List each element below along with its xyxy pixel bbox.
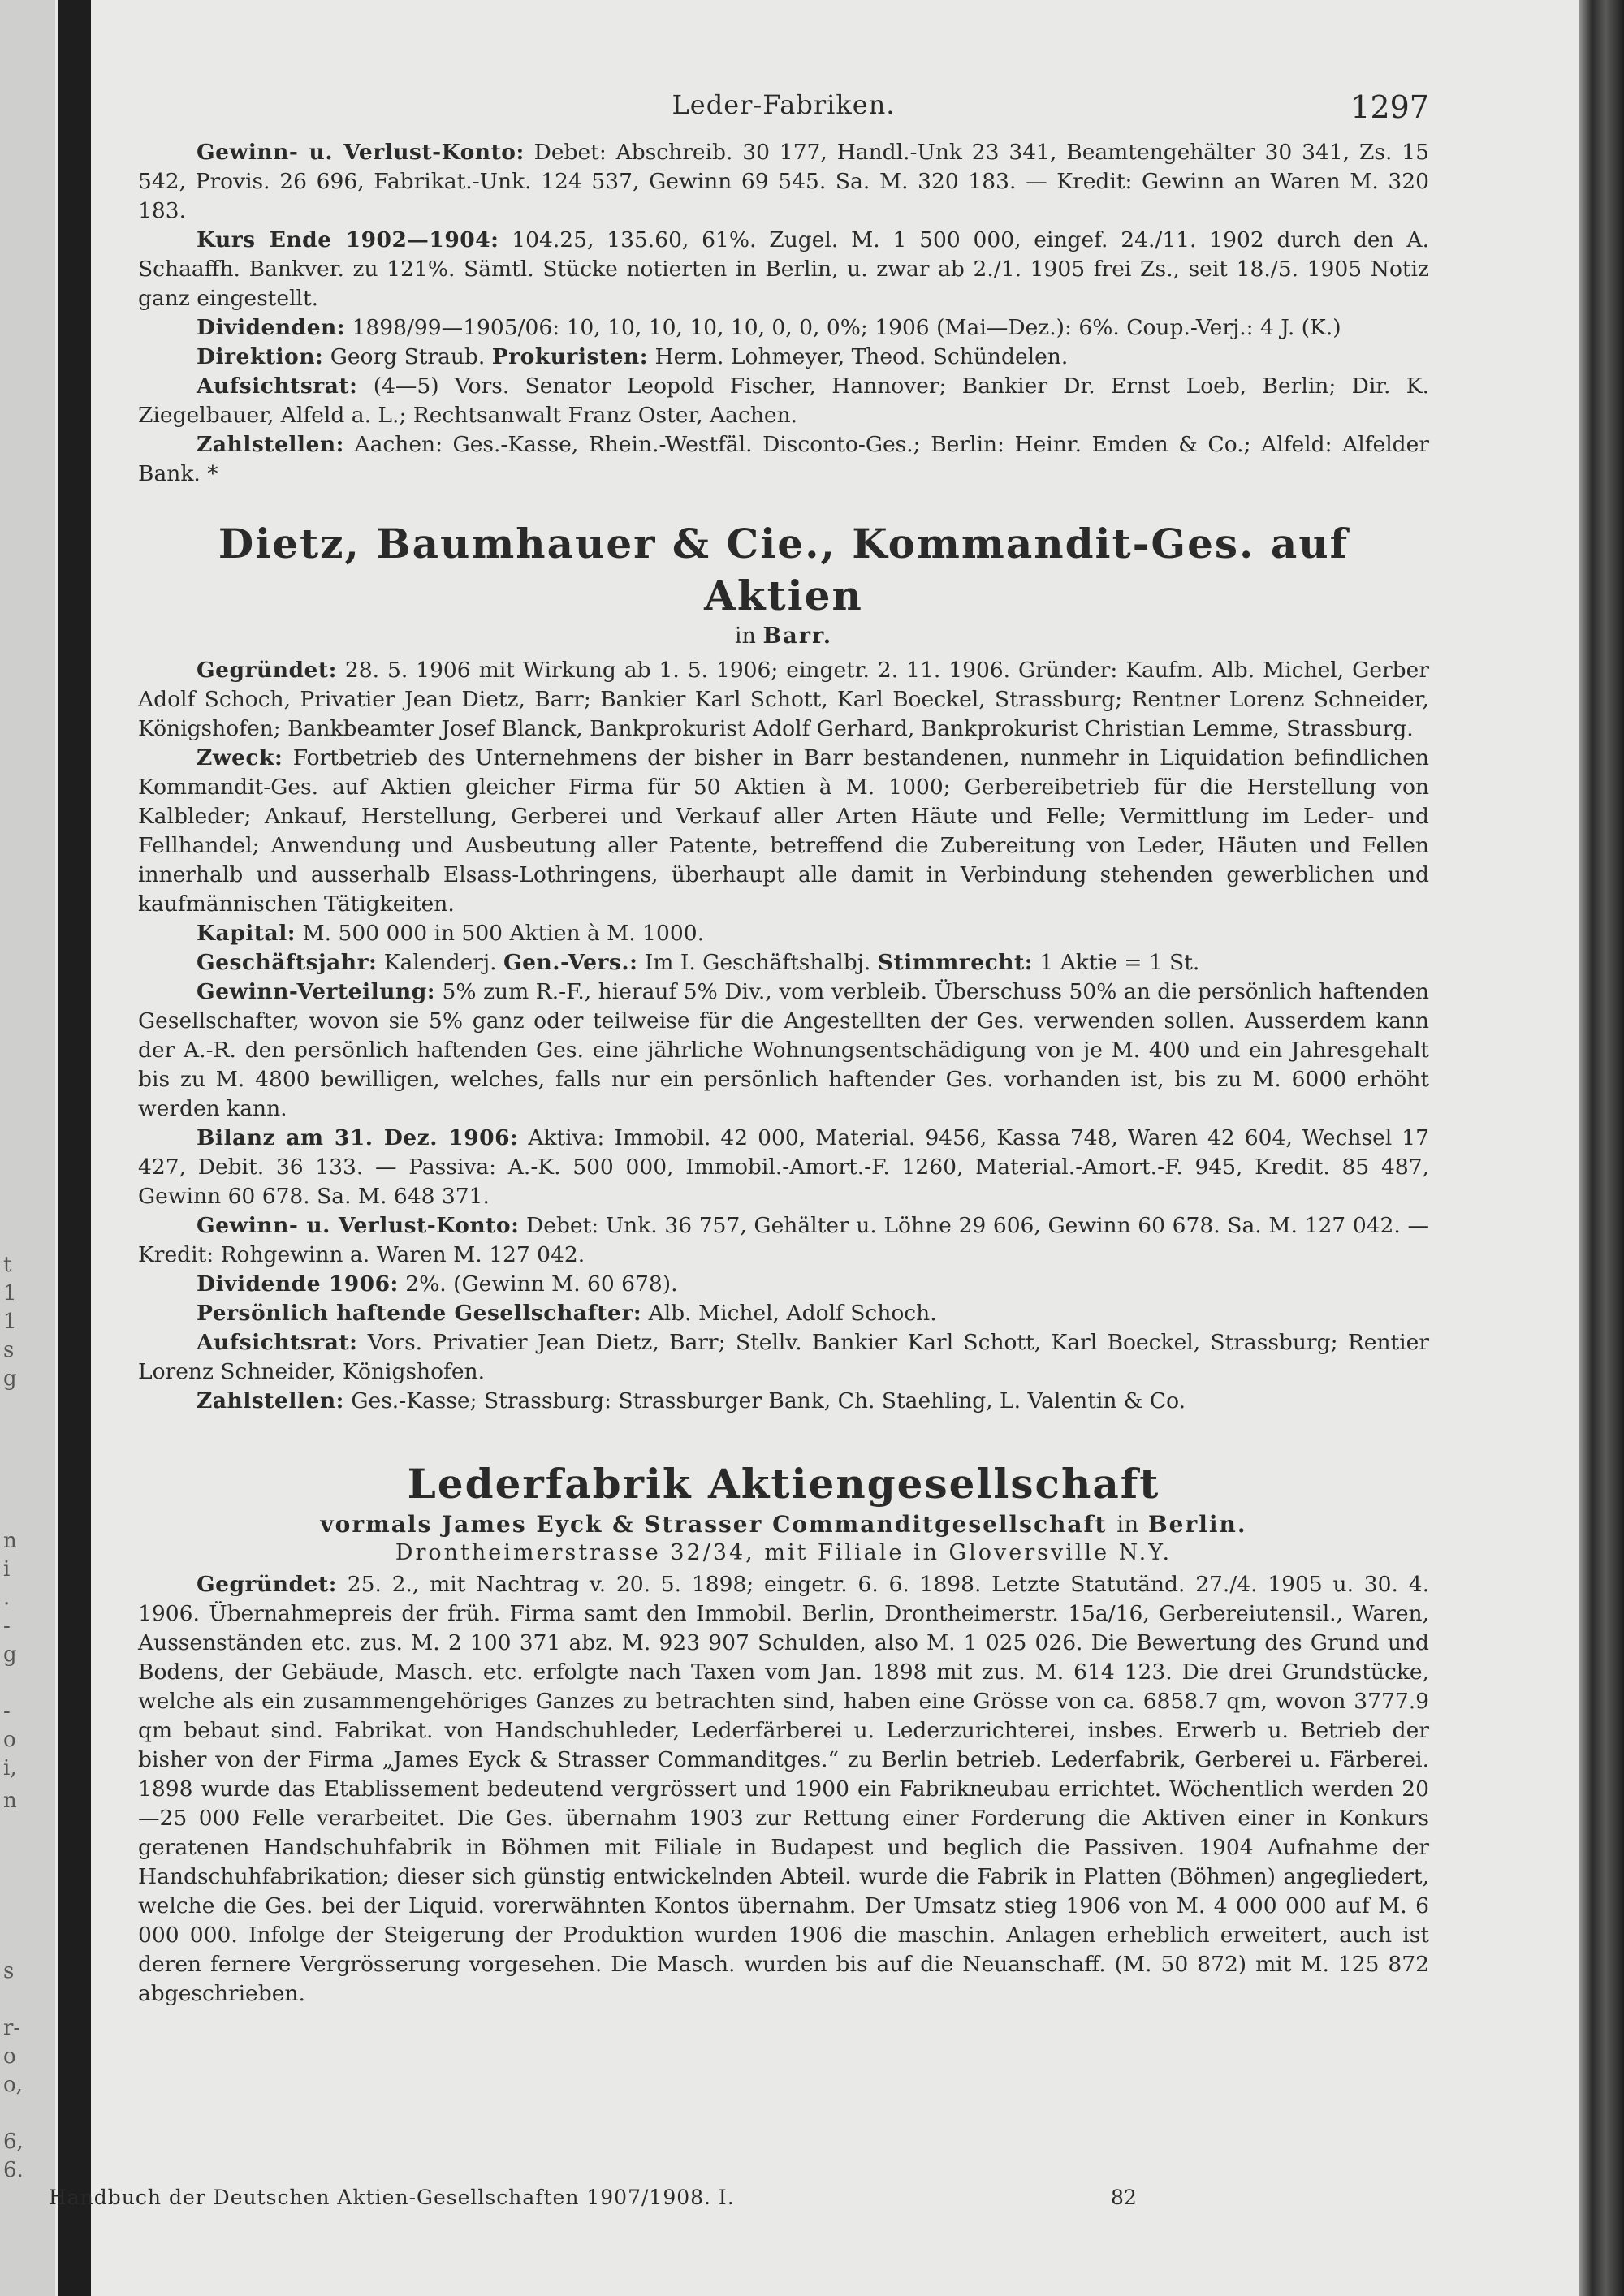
margin-fragment: o xyxy=(3,2044,16,2069)
margin-fragment: 1 xyxy=(3,1310,17,1334)
paragraph-label: Stimmrecht: xyxy=(877,950,1034,975)
footer-title: Handbuch der Deutschen Aktien-Gesellschaften 1907/1908. I. xyxy=(49,2186,735,2209)
paragraph xyxy=(138,948,1429,978)
paragraph xyxy=(138,313,1429,343)
section-body xyxy=(138,1570,1429,2009)
page-number: 1297 xyxy=(1350,89,1429,125)
margin-fragment: n xyxy=(3,1529,17,1553)
paragraph xyxy=(138,1328,1429,1387)
paragraph-label: Direktion: xyxy=(197,344,324,369)
right-page-edge xyxy=(1579,0,1624,2296)
margin-fragment: i xyxy=(3,1557,11,1582)
paragraph-label: Gewinn- u. Verlust-Konto: xyxy=(197,140,525,165)
margin-fragment: t xyxy=(3,1253,12,1277)
margin-fragment: 6. xyxy=(3,2158,24,2182)
paragraph xyxy=(138,1299,1429,1328)
running-head xyxy=(138,89,1429,138)
paragraph-text: Ges.-Kasse; Strassburg: Strassburger Bank, Ch. Staehling, L. Valentin & Co. xyxy=(351,1388,1186,1413)
paragraph-label: Zweck: xyxy=(197,745,283,770)
paragraph-text: Debet: Abschreib. 30 177, Handl.-Unk 23 341, Beamtengehälter 30 341, Zs. 15 542, Provis. 26 696, Fabrikat.-Unk. 124 537, Gewinn 69 545. Sa. M. 320 183. — Kredit: Gewinn an Waren M. 320 183. xyxy=(138,140,1429,223)
margin-fragment: o, xyxy=(3,2073,23,2097)
location-place: Barr. xyxy=(762,624,833,649)
section-dietz-baumhauer xyxy=(138,518,1429,1416)
paragraph-label: Dividenden: xyxy=(197,315,346,340)
paragraph xyxy=(138,138,1429,226)
margin-fragment: 6, xyxy=(3,2130,24,2154)
entry-continuation xyxy=(138,138,1429,489)
paragraph-text: 5% zum R.-F., hierauf 5% Div., vom verbleib. Überschuss 50% an die persönlich haftenden Gesellschafter, wovon sie 5% ganz oder teilweise für die Angestellten der Ges. verwenden sollen. Ausserdem kann der A.-R. den persönlich haftenden Ges. eine jährliche Wohnungsentschädigung von je M. 400 und ein Jahresgehalt bis zu M. 4800 bewilligen, welches, falls nur ein persönlich haftender Ges. vorhanden ist, bis zu M. 6000 erhöht werden kann. xyxy=(138,979,1429,1121)
paragraph-label: Gegründet: xyxy=(197,1572,337,1597)
section-location xyxy=(138,622,1429,651)
location-prefix: in xyxy=(1116,1511,1139,1538)
paragraph xyxy=(138,343,1429,372)
paragraph-label: Zahlstellen: xyxy=(197,1388,344,1413)
binding-shadow xyxy=(58,0,91,2296)
margin-fragment: . xyxy=(3,1586,11,1610)
location-prefix: in xyxy=(734,624,756,649)
paragraph-label: Aufsichtsrat: xyxy=(197,1330,358,1355)
margin-fragment: r- xyxy=(3,2016,21,2040)
paragraph xyxy=(138,1211,1429,1270)
paragraph xyxy=(138,1387,1429,1416)
margin-fragment: n xyxy=(3,1789,17,1813)
paragraph-text: 28. 5. 1906 mit Wirkung ab 1. 5. 1906; eingetr. 2. 11. 1906. Gründer: Kaufm. Alb. Michel, Gerber Adolf Schoch, Privatier Jean Dietz, Barr; Bankier Karl Schott, Karl Boeckel, Strassburg; Rentner Lorenz Schneider, Königshofen; Bankbeamter Josef Blanck, Bankprokurist Adolf Gerhard, Bankprokurist Christian Lemme, Strassburg. xyxy=(138,658,1429,741)
paragraph-text: M. 500 000 in 500 Aktien à M. 1000. xyxy=(302,921,705,946)
paragraph xyxy=(138,226,1429,313)
left-page-edge xyxy=(0,0,55,2296)
paragraph-text: 2%. (Gewinn M. 60 678). xyxy=(405,1271,678,1297)
paragraph-text: 25. 2., mit Nachtrag v. 20. 5. 1898; eingetr. 6. 6. 1898. Letzte Statutänd. 27./4. 1905 u. 30. 4. 1906. Übernahmepreis der früh. Firma samt den Immobil. Berlin, Drontheimerstr. 15a/16, Gerbereiutensil., Waren, Aussenständen etc. zus. M. 2 100 371 abz. M. 923 907 Schulden, also M. 1 025 026. Die Bewertung des Grund und Bodens, der Gebäude, Masch. etc. erfolgte nach Taxen vom Jan. 1898 mit zus. M. 614 123. Die drei Grundstücke, welche als ein zusammengehöriges Ganzes zu betrachten sind, haben eine Grösse von ca. 6858.7 qm, wovon 3777.9 qm bebaut sind. Fabrikat. von Handschuhleder, Lederfärberei u. Lederzurichterei, insbes. Erwerb u. Betrieb der bisher von der Firma „James Eyck & Strasser Commanditges.“ zu Berlin betrieb. Lederfabrik, Gerberei u. Färberei. 1898 wurde das Etablissement bedeutend vergrössert und 1900 ein Fabrikneubau errichtet. Wöchentlich werden 20—25 000 Felle verarbeitet. Die Ges. übernahm 1903 zur Rettung einer Forderung die Aktiven einer in Konkurs geratenen Handschuhfabrik in Böhmen mit Filiale in Budapest und beglich die Passiven. 1904 Aufnahme der Handschuhfabrikation; dieser sich günstig entwickelnden Abteil. wurde die Fabrik in Platten (Böhmen) angegliedert, welche die Ges. bei der Liquid. vorerwähnten Kontos übernahm. Der Umsatz stieg 1906 von M. 4 000 000 auf M. 6 000 000. Infolge der Steigerung der Produktion wurden 1906 die maschin. Anlagen erheblich erweitert, auch ist deren fernere Vergrösserung vorgesehen. Die Masch. wurden bis auf die Neuanschaff. (M. 50 872) mit M. 125 872 abgeschrieben. xyxy=(138,1572,1429,2006)
paragraph-text: Herm. Lohmeyer, Theod. Schündelen. xyxy=(654,344,1069,369)
paragraph xyxy=(138,656,1429,744)
section-title: Lederfabrik Aktiengesellschaft xyxy=(407,1460,1160,1508)
margin-fragment: g xyxy=(3,1642,17,1667)
paragraph-label: Gegründet: xyxy=(197,658,337,683)
paragraph-text: Vors. Privatier Jean Dietz, Barr; Stellv. Bankier Karl Schott, Karl Boeckel, Strassburg; Rentier Lorenz Schneider, Königshofen. xyxy=(138,1330,1429,1384)
margin-fragment: s xyxy=(3,1338,15,1362)
paragraph xyxy=(138,919,1429,948)
paragraph-label: Dividende 1906: xyxy=(197,1271,399,1297)
paragraph-text: 104.25, 135.60, 61%. Zugel. M. 1 500 000, eingef. 24./11. 1902 durch den A. Schaaffh. Bankver. zu 121%. Sämtl. Stücke notierten in Berlin, u. zwar ab 2./1. 1905 frei Zs., seit 18./5. 1905 Notiz ganz eingestellt. xyxy=(138,227,1429,311)
paragraph-text: Alb. Michel, Adolf Schoch. xyxy=(648,1301,937,1326)
section-lederfabrik xyxy=(138,1458,1429,2009)
paragraph-label: Zahlstellen: xyxy=(197,432,344,457)
paragraph-text: Im I. Geschäftshalbj. xyxy=(644,950,871,975)
paragraph-label: Kapital: xyxy=(197,921,296,946)
paragraph xyxy=(138,1570,1429,2009)
paragraph-label: Prokuristen: xyxy=(491,344,649,369)
paragraph-label: Persönlich haftende Gesellschafter: xyxy=(197,1301,642,1326)
margin-fragment: i, xyxy=(3,1756,17,1780)
margin-fragment: - xyxy=(3,1614,11,1638)
subtitle-text: vormals James Eyck & Strasser Commanditgesellschaft xyxy=(320,1511,1108,1538)
paragraph-text: (4—5) Vors. Senator Leopold Fischer, Hannover; Bankier Dr. Ernst Loeb, Berlin; Dir. K. Ziegelbauer, Alfeld a. L.; Rechtsanwalt Franz Oster, Aachen. xyxy=(138,373,1429,428)
footer-signature: 82 xyxy=(1111,2186,1137,2209)
location-place: Berlin. xyxy=(1147,1511,1247,1538)
section-title: Dietz, Baumhauer & Cie., Kommandit-Ges. auf Aktien xyxy=(218,520,1350,619)
paragraph-text: Kalenderj. xyxy=(383,950,497,975)
section-subtitle xyxy=(138,1510,1429,1539)
margin-fragment: g xyxy=(3,1366,17,1391)
margin-fragment: - xyxy=(3,1699,11,1724)
paragraph-label: Aufsichtsrat: xyxy=(197,373,358,399)
paragraph-label: Bilanz am 31. Dez. 1906: xyxy=(197,1125,519,1150)
paragraph xyxy=(138,744,1429,919)
paragraph xyxy=(138,1124,1429,1211)
paragraph-label: Gen.-Vers.: xyxy=(503,950,638,975)
margin-fragment: s xyxy=(3,1959,15,1983)
paragraph xyxy=(138,978,1429,1124)
paragraph-text: Fortbetrieb des Unternehmens der bisher in Barr bestandenen, nunmehr in Liquidation befindlichen Kommandit-Ges. auf Aktien gleicher Firma für 50 Aktien à M. 1000; Gerbereibetrieb für die Herstellung von Kalbleder; Ankauf, Herstellung, Gerberei und Verkauf aller Arten Häute und Felle; Vermittlung im Leder- und Fellhandel; Anwendung und Ausbeutung aller Patente, betreffend die Zubereitung von Leder, Häuten und Fellen innerhalb und ausserhalb Elsass-Lothringens, überhaupt alle damit in Verbindung stehenden gewerblichen und kaufmännischen Tätigkeiten. xyxy=(138,745,1429,917)
section-body xyxy=(138,656,1429,1416)
paragraph xyxy=(138,372,1429,430)
paragraph-text: 1 Aktie = 1 St. xyxy=(1039,950,1200,975)
paragraph xyxy=(138,430,1429,489)
paragraph-text: 1898/99—1905/06: 10, 10, 10, 10, 10, 0, 0, 0%; 1906 (Mai—Dez.): 6%. Coup.-Verj.: 4 J. (K.) xyxy=(352,315,1341,340)
paragraph xyxy=(138,1270,1429,1299)
paragraph-label: Gewinn- u. Verlust-Konto: xyxy=(197,1213,520,1238)
section-address: Drontheimerstrasse 32/34, mit Filiale in Gloversville N.Y. xyxy=(395,1540,1173,1565)
paragraph-label: Kurs Ende 1902—1904: xyxy=(197,227,499,252)
paragraph-text: Aktiva: Immobil. 42 000, Material. 9456, Kassa 748, Waren 42 604, Wechsel 17 427, Debit. 36 133. — Passiva: A.-K. 500 000, Immobil.-Amort.-F. 1260, Material.-Amort.-F. 945, Kredit. 85 487, Gewinn 60 678. Sa. M. 648 371. xyxy=(138,1125,1429,1209)
paragraph-text: Georg Straub. xyxy=(330,344,486,369)
paragraph-text: Aachen: Ges.-Kasse, Rhein.-Westfäl. Disconto-Ges.; Berlin: Heinr. Emden & Co.; Alfeld: Alfelder Bank. * xyxy=(138,432,1429,486)
margin-fragment: 1 xyxy=(3,1281,17,1306)
paragraph-text: Debet: Unk. 36 757, Gehälter u. Löhne 29 606, Gewinn 60 678. Sa. M. 127 042. — Kredit: Rohgewinn a. Waren M. 127 042. xyxy=(138,1213,1429,1267)
running-head-title: Leder-Fabriken. xyxy=(672,89,896,120)
margin-fragment: o xyxy=(3,1728,16,1752)
page-body xyxy=(138,89,1429,2009)
paragraph-label: Geschäftsjahr: xyxy=(197,950,378,975)
paragraph-label: Gewinn-Verteilung: xyxy=(197,979,436,1004)
